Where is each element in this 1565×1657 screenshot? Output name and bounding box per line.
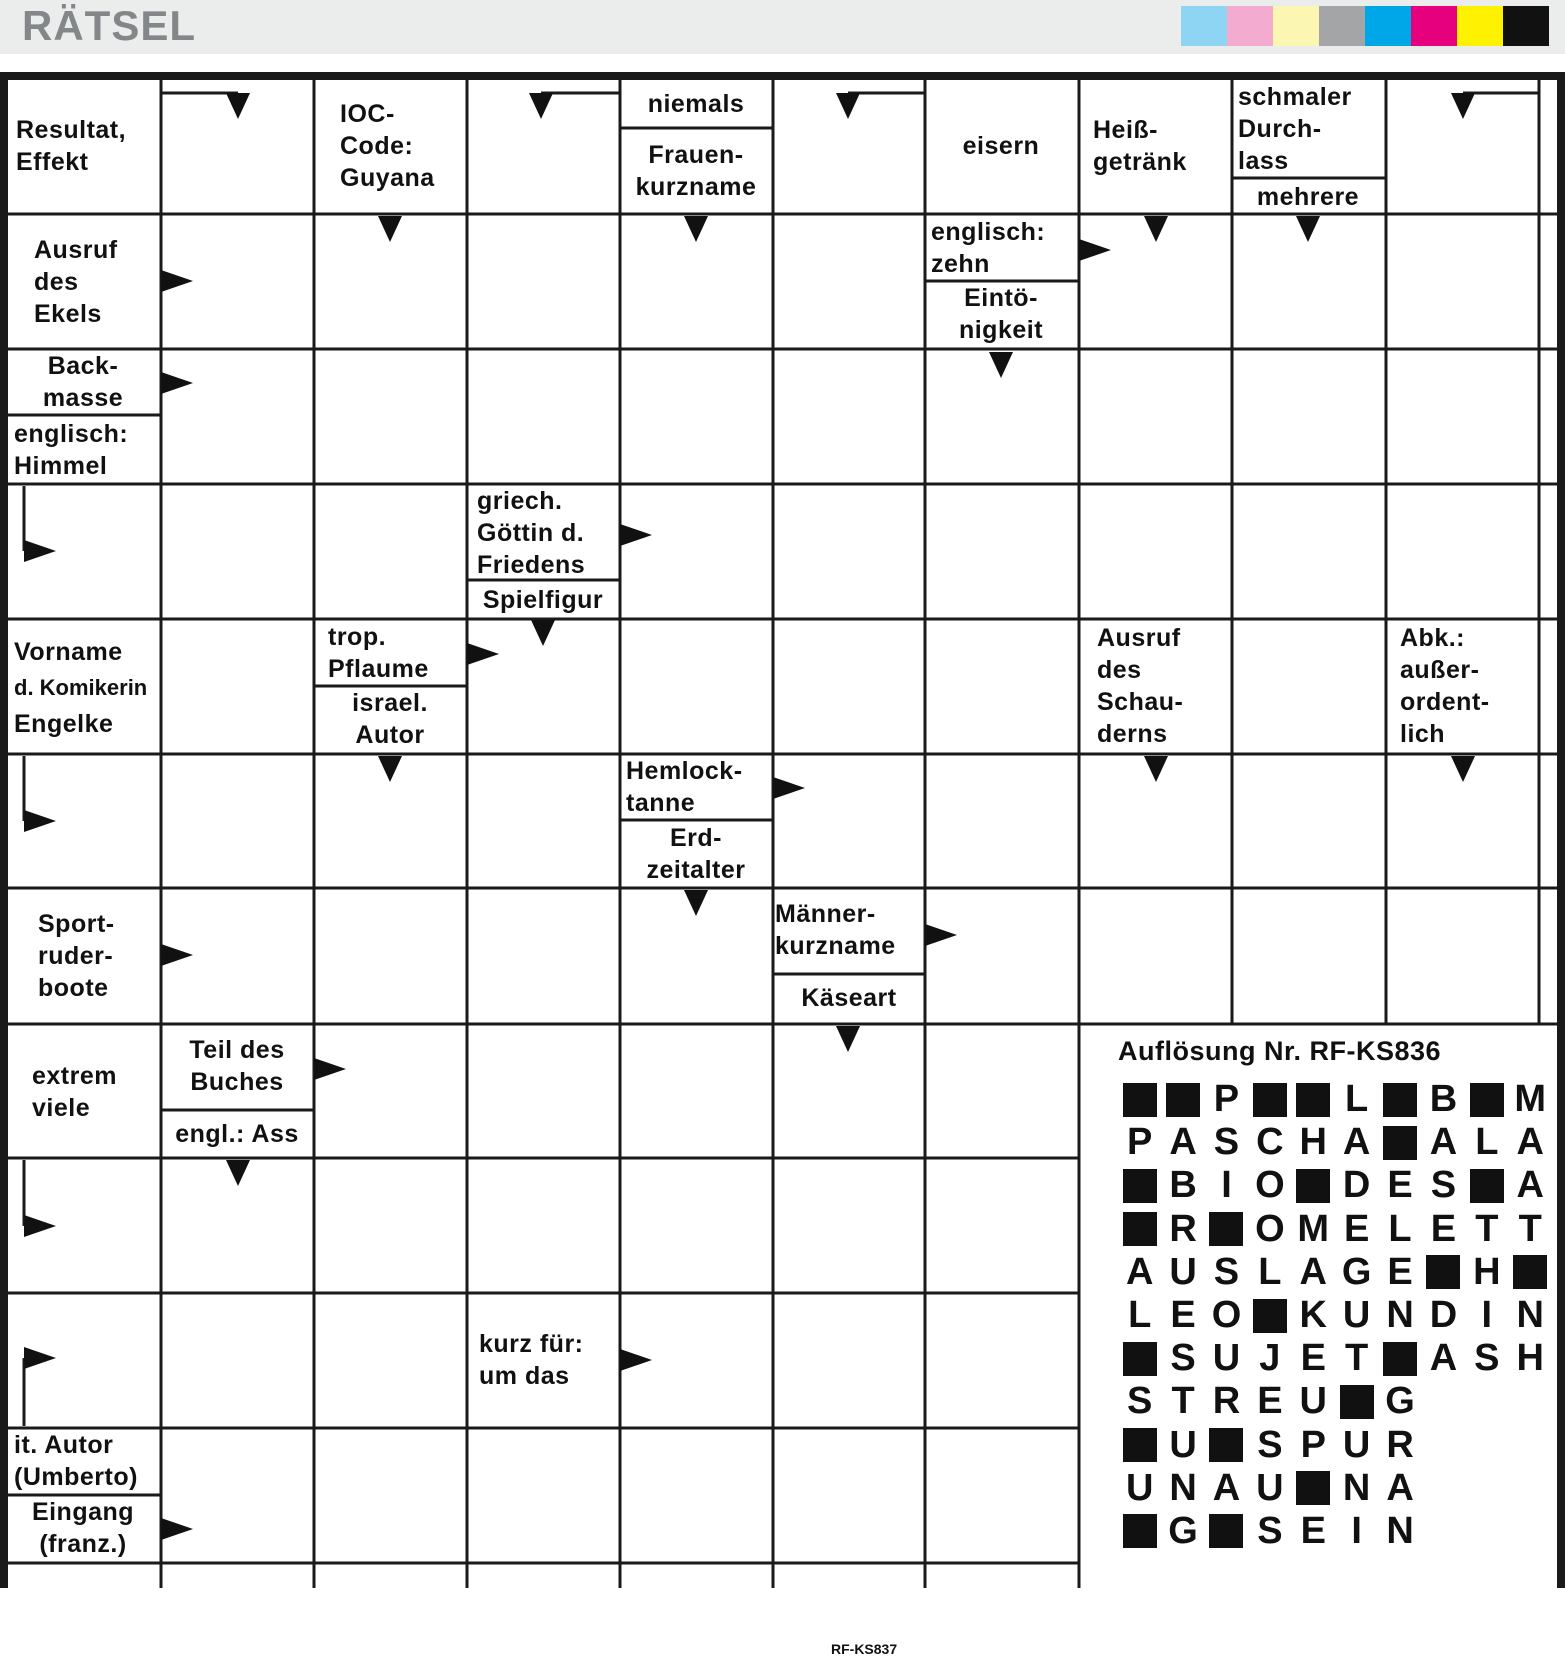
solution-letter-cell: S [1474,1337,1500,1380]
solution-letter-cell: N [1169,1466,1197,1509]
solution-letter-cell: E [1300,1337,1326,1380]
solution-black-cell [1378,1121,1421,1164]
solution-letter-cell: A [1516,1164,1544,1207]
color-swatch [1227,6,1273,46]
solution-letter-cell: A [1299,1250,1327,1293]
solution-letter-cell: N [1516,1294,1544,1337]
color-swatch [1273,6,1319,46]
solution-letter-cell: L [1128,1294,1152,1337]
solution-letter-cell: B [1429,1078,1458,1121]
clue-komikerin: d. Komikerin [14,674,148,700]
solution-title: Auflösung Nr. RF-KS836 [1118,1036,1442,1066]
solution-letter-cell: D [1342,1164,1371,1207]
clue-schmaler-durchlass: schmaler Durch- lass [1238,83,1352,175]
clue-hemlocktanne: Hemlock- tanne [626,757,743,817]
solution-letter-cell: J [1259,1337,1281,1380]
solution-letter-cell: E [1343,1207,1370,1250]
solution-letter-cell: H [1473,1250,1501,1293]
solution-grid [1118,1078,1552,1553]
solution-black-cell [1205,1424,1248,1467]
page-title: RÄTSEL [22,2,196,49]
solution-black-cell [1118,1078,1161,1121]
solution-letter-cell: U [1212,1337,1241,1380]
clue-vorname: Vorname [14,638,123,666]
solution-letter-cell: N [1386,1509,1414,1552]
solution-letter-cell: E [1387,1250,1413,1293]
solution-letter-cell: O [1211,1294,1242,1337]
clue-spielfigur: Spielfigur [482,586,604,614]
solution-black-cell [1248,1078,1291,1121]
clue-extrem-viele: extrem viele [32,1062,117,1122]
solution-black-cell [1378,1337,1421,1380]
clue-sportruderboote: Sport- ruder- boote [38,910,115,1002]
solution-black-cell [1422,1251,1465,1294]
solution-black-cell [1335,1380,1378,1423]
solution-letter-cell: H [1299,1121,1327,1164]
solution-letter-cell: A [1386,1466,1414,1509]
solution-letter-cell: P [1127,1121,1153,1164]
clue-backmasse: Back- masse [42,352,124,412]
clue-eisern: eisern [962,132,1040,160]
solution-letter-cell: I [1221,1164,1232,1207]
solution-letter-cell: U [1169,1423,1197,1466]
solution-letter-cell: U [1299,1380,1327,1423]
solution-letter-cell: A [1169,1121,1197,1164]
solution-letter-cell: H [1516,1337,1544,1380]
solution-black-cell [1292,1078,1335,1121]
solution-letter-cell: I [1481,1294,1493,1337]
solution-letter-cell: E [1300,1509,1326,1552]
solution-letter-cell: S [1127,1380,1153,1423]
clue-eintoenigkeit: Eintö- nigkeit [958,284,1044,344]
solution-letter-cell: S [1257,1509,1283,1552]
solution-letter-cell: A [1125,1250,1154,1293]
color-swatch [1457,6,1503,46]
clue-heissgetraenk: Heiß- getränk [1093,116,1187,176]
solution-black-cell [1292,1467,1335,1510]
clue-eingang: Eingang (franz.) [31,1498,135,1558]
clue-kaeseart: Käseart [801,984,897,1012]
solution-letter-cell: R [1212,1380,1241,1423]
clue-ioc-code: IOC- Code: Guyana [340,100,435,192]
solution-black-cell [1118,1510,1161,1553]
solution-letter-cell: E [1387,1164,1413,1207]
solution-black-cell [1118,1424,1161,1467]
clue-maennerkurzname: Männer- kurzname [775,900,896,960]
solution-letter-cell: M [1297,1207,1330,1250]
clue-teil-des-buches: Teil des Buches [189,1036,285,1096]
solution-panel [1092,1036,1562,1581]
solution-black-cell [1205,1510,1248,1553]
solution-letter-cell: L [1388,1207,1412,1250]
header-bar [0,0,1565,54]
clue-it-autor: it. Autor (Umberto) [14,1431,138,1491]
color-swatch [1503,6,1549,46]
clue-israel-autor: israel. Autor [352,689,428,749]
color-swatch [1181,6,1227,46]
solution-black-cell [1205,1208,1248,1251]
solution-letter-cell: O [1255,1164,1285,1207]
solution-black-cell [1465,1078,1508,1121]
solution-letter-cell: G [1341,1250,1372,1293]
solution-letter-cell: U [1342,1423,1371,1466]
solution-letter-cell: O [1255,1207,1285,1250]
solution-letter-cell: U [1256,1466,1284,1509]
solution-letter-cell: P [1300,1423,1326,1466]
solution-black-cell [1118,1337,1161,1380]
solution-letter-cell: G [1385,1380,1415,1423]
solution-letter-cell: U [1169,1250,1197,1293]
solution-letter-cell: R [1169,1207,1197,1250]
solution-letter-cell: A [1429,1121,1458,1164]
solution-letter-cell: S [1170,1337,1196,1380]
solution-black-cell [1248,1294,1291,1337]
clue-frauenkurzname: Frauen- kurzname [635,141,757,201]
solution-letter-cell: L [1475,1121,1499,1164]
solution-letter-cell: C [1256,1121,1284,1164]
clue-abk-ausserordentlich: Abk.: außer- ordent- lich [1400,624,1490,748]
solution-letter-cell: L [1258,1250,1282,1293]
solution-letter-cell: A [1342,1121,1371,1164]
solution-letter-cell: M [1514,1078,1547,1121]
solution-letter-cell: I [1351,1509,1362,1552]
solution-letter-cell: G [1168,1509,1198,1552]
solution-black-cell [1292,1164,1335,1207]
solution-letter-cell: T [1475,1207,1499,1250]
clue-trop-pflaume: trop. Pflaume [328,623,429,683]
clue-ausruf-des-schauderns: Ausruf des Schau- derns [1097,624,1184,748]
clue-engl-ass: engl.: Ass [175,1120,299,1148]
solution-letter-cell: E [1430,1207,1457,1250]
solution-letter-cell: A [1516,1121,1544,1164]
solution-letter-cell: E [1170,1294,1196,1337]
solution-black-cell [1378,1078,1421,1121]
clue-engelke: Engelke [14,710,114,738]
solution-black-cell [1118,1164,1161,1207]
solution-black-cell [1465,1164,1508,1207]
solution-letter-cell: K [1299,1294,1327,1337]
solution-letter-cell: T [1345,1337,1369,1380]
clue-ausruf-des-ekels: Ausruf des Ekels [34,236,118,328]
solution-black-cell [1118,1208,1161,1251]
clue-mehrere: mehrere [1256,183,1360,211]
solution-letter-cell: P [1213,1078,1240,1121]
solution-letter-cell: R [1386,1423,1414,1466]
solution-letter-cell: A [1212,1466,1241,1509]
color-swatch [1319,6,1365,46]
color-swatch [1411,6,1457,46]
solution-letter-cell: A [1429,1337,1458,1380]
clue-englisch-himmel: englisch: Himmel [14,420,129,480]
solution-letter-cell: T [1518,1207,1542,1250]
solution-letter-cell: E [1257,1380,1283,1423]
solution-letter-cell: S [1213,1121,1240,1164]
solution-letter-cell: N [1342,1466,1371,1509]
solution-letter-cell: S [1257,1423,1283,1466]
clue-erdzeitalter: Erd- zeitalter [646,824,746,884]
solution-letter-cell: T [1171,1380,1195,1423]
solution-letter-cell: U [1342,1294,1371,1337]
solution-letter-cell: U [1125,1466,1154,1509]
solution-letter-cell: B [1169,1164,1197,1207]
solution-letter-cell: S [1430,1164,1457,1207]
solution-black-cell [1509,1251,1552,1294]
solution-letter-cell: L [1345,1078,1369,1121]
color-calibration-bar [1181,6,1549,46]
solution-letter-cell: S [1213,1250,1240,1293]
color-swatch [1365,6,1411,46]
clue-englisch-zehn: englisch: zehn [931,218,1046,278]
solution-letter-cell: N [1386,1294,1414,1337]
clue-griech-goettin: griech. Göttin d. Friedens [477,487,586,579]
clue-niemals: niemals [647,90,745,118]
solution-letter-cell: D [1429,1294,1458,1337]
solution-black-cell [1161,1078,1204,1121]
clue-kurz-fuer: kurz für: um das [479,1330,584,1390]
puzzle-code: RF-KS837 [831,1641,898,1657]
clue-resultat: Resultat, Effekt [16,116,127,176]
